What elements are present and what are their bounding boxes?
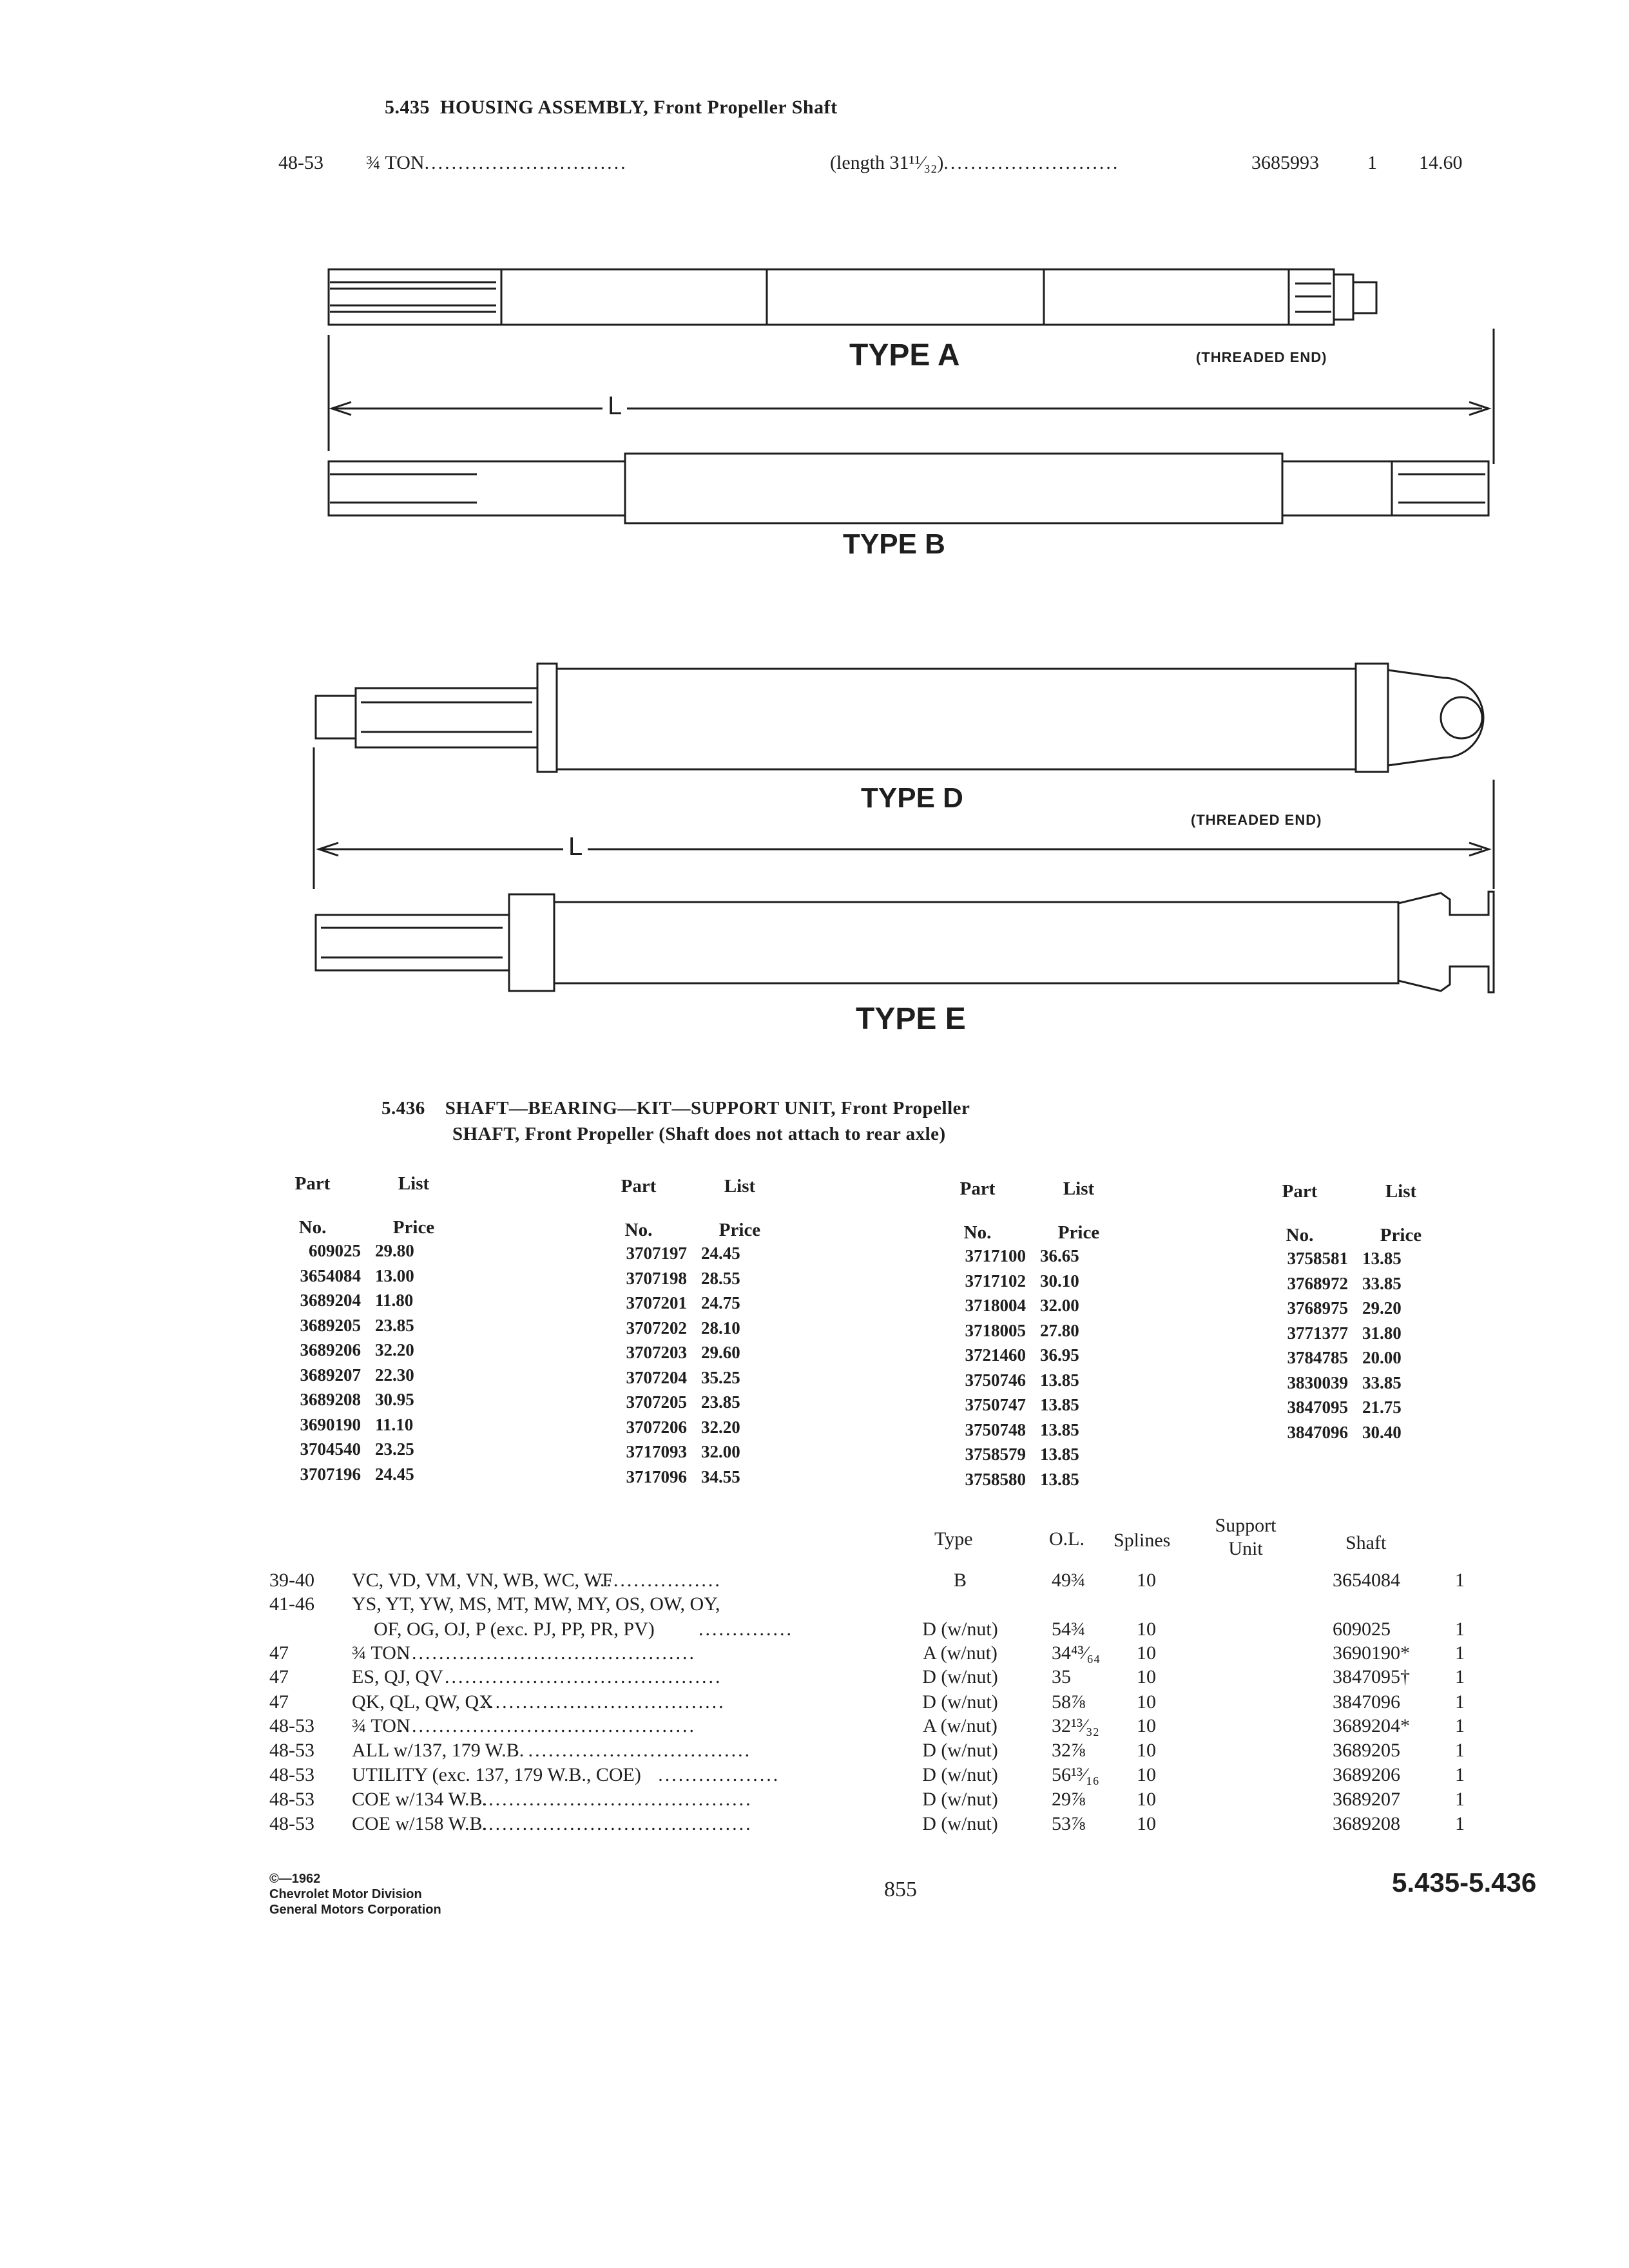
app-shaft: 3654084 [1333, 1570, 1400, 1591]
leader-dots: ............................................ [398, 1642, 696, 1664]
app-type: D (w/nut) [922, 1764, 998, 1785]
housing-model-label: ¾ TON [366, 152, 425, 173]
part-number: 3718005 [965, 1320, 1026, 1340]
price-row [929, 1244, 1117, 1269]
app-years: 47 [269, 1691, 289, 1713]
leader-dots: .................................... [481, 1691, 726, 1713]
list-price: 30.10 [1040, 1271, 1079, 1291]
list-price: 13.85 [1362, 1249, 1402, 1268]
part-number: 3707204 [626, 1367, 687, 1387]
price-row [264, 1412, 452, 1437]
price-column-2 [590, 1175, 778, 1489]
leader-dots: .......................... [943, 152, 1120, 173]
price-header [1026, 1178, 1117, 1244]
price-row [590, 1415, 778, 1440]
price-row [929, 1269, 1117, 1294]
list-price: 13.85 [1040, 1445, 1079, 1464]
app-ol: 53⅞ [1052, 1813, 1086, 1834]
app-model: COE w/158 W.B. [352, 1813, 488, 1834]
price-row [1251, 1321, 1440, 1346]
list-price: 34.55 [701, 1466, 740, 1486]
price-rows [929, 1244, 1117, 1492]
application-row [0, 1619, 1629, 1643]
part-number: 3758581 [1287, 1249, 1348, 1268]
leader-dots: .............................. [424, 152, 628, 173]
list-price: 24.75 [701, 1293, 740, 1312]
app-model: OF, OG, OJ, P (exc. PJ, PP, PR, PV) [374, 1619, 655, 1640]
price-row [929, 1467, 1117, 1492]
price-column-1 [264, 1173, 452, 1486]
app-splines: 10 [1137, 1789, 1156, 1810]
part-number: 3750746 [965, 1370, 1026, 1390]
list-price: 33.85 [1362, 1372, 1402, 1392]
list-price: 13.85 [1040, 1419, 1079, 1439]
app-type: D (w/nut) [922, 1813, 998, 1834]
type-a-label: TYPE A [849, 338, 960, 372]
part-number: 3717100 [965, 1246, 1026, 1265]
price-row [929, 1418, 1117, 1443]
price-row [590, 1316, 778, 1341]
part-number: 3707198 [626, 1268, 687, 1288]
list-price: 27.80 [1040, 1320, 1079, 1340]
price-row [590, 1291, 778, 1316]
part-number: 3689205 [300, 1315, 361, 1335]
app-model: ALL w/137, 179 W.B. [352, 1740, 525, 1761]
part-number: 3758580 [965, 1469, 1026, 1489]
price-row [929, 1368, 1117, 1393]
app-years: 48-53 [269, 1740, 314, 1761]
no-label: No. [298, 1217, 327, 1238]
part-number: 3758579 [965, 1445, 1026, 1464]
application-row [0, 1691, 1629, 1716]
price-row [1251, 1370, 1440, 1396]
part-label: Part [294, 1173, 331, 1194]
price-row [264, 1387, 452, 1412]
app-splines: 10 [1137, 1691, 1156, 1713]
part-number: 3717093 [626, 1442, 687, 1461]
list-price: 32.00 [1040, 1296, 1079, 1315]
section-range: 5.435-5.436 [1392, 1867, 1537, 1898]
part-number: 3750748 [965, 1419, 1026, 1439]
no-label: No. [963, 1222, 992, 1243]
app-shaft: 609025 [1333, 1619, 1391, 1640]
part-number: 3654084 [300, 1265, 361, 1285]
part-header [1251, 1180, 1348, 1246]
part-number: 3717102 [965, 1271, 1026, 1291]
part-label: Part [1282, 1181, 1318, 1202]
no-label: No. [624, 1220, 653, 1240]
app-model: ES, QJ, QV [352, 1666, 443, 1687]
application-row [0, 1740, 1629, 1764]
app-shaft: 3847096 [1333, 1691, 1400, 1713]
app-splines: 10 [1137, 1813, 1156, 1834]
leader-dots: .................. [658, 1764, 780, 1785]
list-price: 22.30 [375, 1365, 414, 1385]
part-header [264, 1173, 361, 1238]
app-model: UTILITY (exc. 137, 179 W.B., COE) [352, 1764, 641, 1785]
housing-length-label: (length 31¹¹⁄₃₂) [830, 152, 944, 173]
no-label: No. [1286, 1225, 1314, 1245]
section-number: 5.435 [385, 97, 430, 118]
app-ol: 56¹³⁄₁₆ [1052, 1764, 1099, 1785]
app-header-ol: O.L. [1049, 1528, 1084, 1550]
division: Chevrolet Motor Division [269, 1887, 422, 1901]
part-number: 3707203 [626, 1343, 687, 1362]
list-price: 21.75 [1362, 1398, 1402, 1417]
application-row [0, 1813, 1629, 1838]
price-row [590, 1340, 778, 1365]
app-years: 47 [269, 1666, 289, 1687]
price-row [1251, 1271, 1440, 1296]
part-number: 3721460 [965, 1345, 1026, 1365]
app-model: COE w/134 W.B. [352, 1789, 488, 1810]
list-price: 24.45 [375, 1464, 414, 1484]
leader-dots: ................................. [528, 1740, 752, 1761]
list-price: 20.00 [1362, 1348, 1402, 1367]
part-number: 3690190 [300, 1414, 361, 1434]
dimension-l-label-upper: L [602, 392, 627, 421]
part-number: 3707206 [626, 1417, 687, 1437]
app-qty: 1 [1455, 1570, 1465, 1591]
part-number: 3707202 [626, 1318, 687, 1338]
section-5436-heading [381, 1098, 970, 1119]
price-row [264, 1313, 452, 1338]
section-title-line1: SHAFT—BEARING—KIT—SUPPORT UNIT, Front Propeller [445, 1098, 970, 1119]
price-header [1348, 1180, 1440, 1246]
list-price: 29.20 [1362, 1298, 1402, 1318]
part-number: 3689206 [300, 1340, 361, 1360]
app-type: B [953, 1570, 967, 1591]
type-b-label: TYPE B [843, 528, 945, 560]
threaded-end-note-lower: (THREADED END) [1191, 812, 1322, 828]
app-ol: 32⅞ [1052, 1740, 1086, 1761]
app-splines: 10 [1137, 1642, 1156, 1664]
price-row [1251, 1395, 1440, 1420]
list-price: 30.95 [375, 1390, 414, 1409]
list-price: 23.25 [375, 1439, 414, 1459]
application-row [0, 1789, 1629, 1813]
app-qty: 1 [1455, 1642, 1465, 1664]
list-price: 31.80 [1362, 1323, 1402, 1343]
app-type: D (w/nut) [922, 1666, 998, 1687]
price-row [590, 1365, 778, 1390]
part-number: 3771377 [1287, 1323, 1348, 1343]
price-label: Price [718, 1220, 761, 1240]
part-number: 3707197 [626, 1244, 687, 1263]
app-splines: 10 [1137, 1570, 1156, 1591]
leader-dots: ................... [593, 1570, 722, 1591]
list-price: 23.85 [701, 1392, 740, 1412]
list-label: List [1063, 1178, 1095, 1199]
price-row [929, 1293, 1117, 1318]
application-row [0, 1642, 1629, 1667]
application-row [0, 1715, 1629, 1740]
app-years: 48-53 [269, 1715, 314, 1736]
section-title: HOUSING ASSEMBLY, Front Propeller Shaft [440, 97, 838, 118]
list-price: 35.25 [701, 1367, 740, 1387]
price-row [929, 1392, 1117, 1418]
price-row [929, 1343, 1117, 1368]
price-rows [264, 1238, 452, 1486]
type-b-shaft-drawing [329, 454, 1489, 523]
app-qty: 1 [1455, 1691, 1465, 1713]
price-label: Price [1057, 1222, 1100, 1243]
app-qty: 1 [1455, 1666, 1465, 1687]
price-row [1251, 1420, 1440, 1445]
list-price: 33.85 [1362, 1273, 1402, 1293]
app-model: ¾ TON [352, 1715, 410, 1736]
leader-dots: ........................................ [481, 1789, 753, 1810]
corporation: General Motors Corporation [269, 1903, 441, 1917]
housing-part-no: 3685993 [1251, 152, 1319, 173]
list-price: 28.10 [701, 1318, 740, 1338]
part-number: 3718004 [965, 1296, 1026, 1315]
application-row [0, 1593, 1629, 1618]
app-years: 48-53 [269, 1789, 314, 1810]
application-row [0, 1666, 1629, 1691]
part-number: 3750747 [965, 1395, 1026, 1414]
app-ol: 58⅞ [1052, 1691, 1086, 1713]
part-number: 3707201 [626, 1293, 687, 1312]
app-type: D (w/nut) [922, 1691, 998, 1713]
list-price: 29.60 [701, 1343, 740, 1362]
part-number: 3847095 [1287, 1398, 1348, 1417]
price-row [929, 1318, 1117, 1343]
copyright: ©—1962 [269, 1872, 321, 1886]
price-row [264, 1363, 452, 1388]
part-number: 3689204 [300, 1291, 361, 1310]
app-ol: 49¾ [1052, 1570, 1086, 1591]
app-ol: 54¾ [1052, 1619, 1086, 1640]
threaded-end-note-upper: (THREADED END) [1196, 349, 1327, 365]
app-shaft: 3689207 [1333, 1789, 1400, 1810]
app-type: D (w/nut) [922, 1619, 998, 1640]
list-price: 28.55 [701, 1268, 740, 1288]
list-price: 13.85 [1040, 1370, 1079, 1390]
app-header-type: Type [934, 1528, 973, 1550]
price-row [1251, 1345, 1440, 1370]
app-header-shaft: Shaft [1345, 1532, 1387, 1553]
list-price: 32.20 [701, 1417, 740, 1437]
price-row [1251, 1296, 1440, 1321]
app-ol: 35 [1052, 1666, 1071, 1687]
list-price: 13.00 [375, 1265, 414, 1285]
price-label: Price [1380, 1225, 1422, 1245]
list-price: 36.95 [1040, 1345, 1079, 1365]
price-rows [590, 1241, 778, 1489]
housing-price: 14.60 [1419, 152, 1463, 173]
price-row [590, 1390, 778, 1415]
housing-qty: 1 [1367, 152, 1377, 173]
leader-dots: ............................................ [398, 1715, 696, 1736]
app-qty: 1 [1455, 1764, 1465, 1785]
app-type: A (w/nut) [923, 1642, 998, 1664]
part-number: 3768975 [1287, 1298, 1348, 1318]
application-row [0, 1570, 1629, 1594]
price-header [361, 1173, 452, 1238]
part-number: 3707196 [300, 1464, 361, 1484]
list-price: 13.85 [1040, 1469, 1079, 1489]
shaft-drawings [0, 0, 1629, 1095]
part-label: Part [621, 1176, 657, 1196]
price-column-4 [1251, 1180, 1440, 1445]
price-row [264, 1288, 452, 1313]
leader-dots: .............. [699, 1619, 793, 1640]
part-number: 3704540 [300, 1439, 361, 1459]
list-price: 23.85 [375, 1315, 414, 1335]
part-number: 3689207 [300, 1365, 361, 1385]
part-label: Part [959, 1178, 996, 1199]
app-splines: 10 [1137, 1740, 1156, 1761]
list-price: 30.40 [1362, 1422, 1402, 1442]
part-header [590, 1175, 687, 1241]
part-number: 3689208 [300, 1390, 361, 1409]
price-row [264, 1338, 452, 1363]
app-years: 48-53 [269, 1813, 314, 1834]
app-shaft: 3690190* [1333, 1642, 1410, 1664]
type-d-label: TYPE D [861, 782, 963, 814]
app-qty: 1 [1455, 1740, 1465, 1761]
app-model: YS, YT, YW, MS, MT, MW, MY, OS, OW, OY, [352, 1593, 720, 1615]
application-row [0, 1764, 1629, 1789]
app-years: 41-46 [269, 1593, 314, 1615]
price-row [929, 1442, 1117, 1467]
page-number: 855 [884, 1878, 917, 1901]
app-splines: 10 [1137, 1764, 1156, 1785]
footer-imprint [269, 1871, 441, 1917]
app-header-support-unit: Support Unit [1215, 1515, 1277, 1559]
list-price: 11.10 [375, 1414, 414, 1434]
app-model: VC, VD, VM, VN, WB, WC, WF [352, 1570, 613, 1591]
type-a-shaft-drawing [329, 269, 1376, 325]
type-e-shaft-drawing [316, 892, 1494, 992]
price-label: Price [392, 1217, 435, 1238]
app-years: 39-40 [269, 1570, 314, 1591]
app-splines: 10 [1137, 1666, 1156, 1687]
price-row [590, 1439, 778, 1465]
app-qty: 1 [1455, 1619, 1465, 1640]
app-shaft: 3689208 [1333, 1813, 1400, 1834]
list-price: 29.80 [375, 1241, 414, 1260]
price-column-header [264, 1173, 452, 1238]
price-column-header [590, 1175, 778, 1241]
app-type: A (w/nut) [923, 1715, 998, 1736]
app-ol: 34⁴³⁄₆₄ [1052, 1642, 1101, 1664]
price-column-header [1251, 1180, 1440, 1246]
part-number: 609025 [309, 1241, 361, 1260]
app-splines: 10 [1137, 1715, 1156, 1736]
app-ol: 32¹³⁄₃₂ [1052, 1715, 1099, 1736]
dimension-l-label-lower: L [563, 832, 588, 861]
list-price: 11.80 [375, 1291, 414, 1310]
app-shaft: 3689206 [1333, 1764, 1400, 1785]
app-type: D (w/nut) [922, 1789, 998, 1810]
price-column-header [929, 1178, 1117, 1244]
app-years: 48-53 [269, 1764, 314, 1785]
list-price: 32.20 [375, 1340, 414, 1360]
part-header [929, 1178, 1026, 1244]
app-qty: 1 [1455, 1715, 1465, 1736]
app-shaft: 3689204* [1333, 1715, 1410, 1736]
app-years: 47 [269, 1642, 289, 1664]
price-row [1251, 1246, 1440, 1271]
app-shaft: 3847095† [1333, 1666, 1410, 1687]
price-row [264, 1437, 452, 1462]
app-ol: 29⅞ [1052, 1789, 1086, 1810]
part-number: 3717096 [626, 1466, 687, 1486]
app-qty: 1 [1455, 1813, 1465, 1834]
list-price: 36.65 [1040, 1246, 1079, 1265]
list-label: List [724, 1176, 756, 1196]
app-type: D (w/nut) [922, 1740, 998, 1761]
price-rows [1251, 1246, 1440, 1445]
app-model: QK, QL, QW, QX [352, 1691, 493, 1713]
price-row [590, 1266, 778, 1291]
price-row [590, 1241, 778, 1266]
leader-dots: ......................................... [445, 1666, 722, 1687]
list-price: 32.00 [701, 1442, 740, 1461]
type-d-shaft-drawing [316, 664, 1483, 772]
price-row [264, 1238, 452, 1264]
list-price: 24.45 [701, 1244, 740, 1263]
app-model: ¾ TON [352, 1642, 410, 1664]
leader-dots: ........................................ [481, 1813, 753, 1834]
app-header-splines: Splines [1113, 1530, 1171, 1551]
part-number: 3830039 [1287, 1372, 1348, 1392]
price-row [264, 1462, 452, 1487]
app-qty: 1 [1455, 1789, 1465, 1810]
app-shaft: 3689205 [1333, 1740, 1400, 1761]
section-number: 5.436 [381, 1098, 425, 1119]
app-splines: 10 [1137, 1619, 1156, 1640]
part-number: 3707205 [626, 1392, 687, 1412]
list-label: List [1385, 1181, 1417, 1202]
part-number: 3784785 [1287, 1348, 1348, 1367]
part-number: 3847096 [1287, 1422, 1348, 1442]
price-column-3 [929, 1178, 1117, 1492]
section-title-line2: SHAFT, Front Propeller (Shaft does not attach to rear axle) [452, 1124, 946, 1144]
part-number: 3768972 [1287, 1273, 1348, 1293]
list-label: List [398, 1173, 430, 1194]
housing-years: 48-53 [278, 152, 323, 173]
price-row [590, 1465, 778, 1490]
list-price: 13.85 [1040, 1395, 1079, 1414]
type-e-label: TYPE E [856, 1002, 966, 1036]
price-row [264, 1264, 452, 1289]
price-header [687, 1175, 778, 1241]
